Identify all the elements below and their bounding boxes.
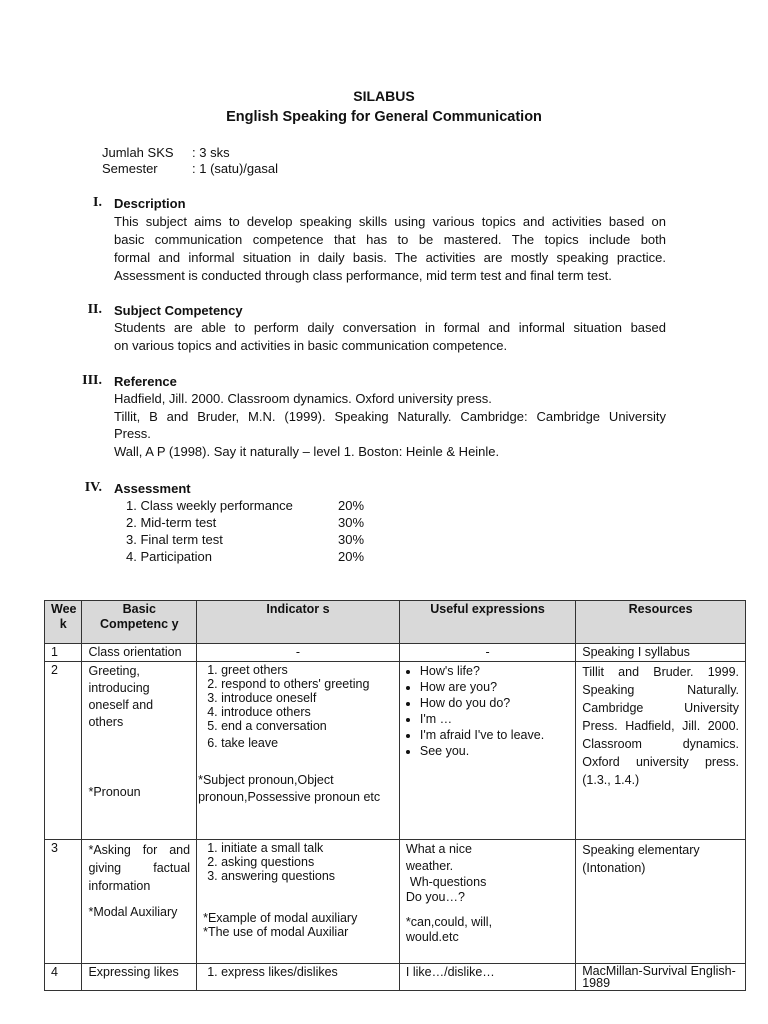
indicator-item: 2. asking questions — [221, 855, 393, 869]
cell-useful-expressions — [399, 840, 575, 964]
indicator-item: 4. introduce others — [221, 705, 393, 719]
section-heading-assessment: Assessment — [114, 481, 191, 496]
cell-week: 2 — [45, 662, 82, 840]
header-week: Wee k — [45, 601, 82, 644]
indicator-item: 1. greet others — [221, 663, 393, 677]
reference-list — [114, 390, 666, 460]
assessment-percent: 20% — [338, 549, 365, 564]
section-number-assessment: IV. — [84, 480, 102, 495]
indicator-list — [203, 841, 393, 883]
syllabus-table — [44, 600, 746, 991]
section-heading-description: Description — [114, 196, 186, 211]
assessment-item — [126, 531, 386, 548]
indicator-item: 3. answering questions — [221, 869, 393, 883]
competency-line: on various topics and activities in basic communication competence. — [114, 338, 508, 353]
table-header-row — [45, 601, 746, 644]
assessment-item — [126, 548, 386, 565]
indicator-extra: *The use of modal Auxiliar — [203, 925, 349, 939]
assessment-percent: 30% — [338, 515, 365, 530]
resources-text: Speaking elementary (Intonation) — [582, 843, 700, 875]
assessment-label: 3. Final term test — [126, 532, 223, 547]
cell-resources — [576, 964, 746, 991]
indicator-item: 2. respond to others' greeting — [221, 677, 393, 691]
cell-resources — [576, 840, 746, 964]
sks-label: Jumlah SKS — [102, 145, 174, 160]
cell-week: 3 — [45, 840, 82, 964]
cell-basic-competency — [82, 840, 197, 964]
competency-paragraph — [114, 319, 666, 355]
expression-item: • See you. — [420, 743, 569, 759]
indicator-item: 5. end a conversation — [221, 719, 393, 733]
reference-item: Tillit, B and Bruder, M.N. (1999). Speaking Naturally. Cambridge: Cambridge University — [114, 408, 666, 424]
cell-resources — [576, 662, 746, 840]
indicator-extra: *Subject pronoun,Object pronoun,Possessive pronoun etc — [198, 773, 381, 804]
cell-basic-competency — [82, 662, 197, 840]
indicator-item: 3. introduce oneself — [221, 691, 393, 705]
description-line: formal and informal situation in daily basis. The activities are mostly speaking practice. — [114, 250, 666, 265]
description-paragraph — [114, 213, 666, 285]
expression-item: • How do you do? — [420, 695, 569, 711]
table-row — [45, 662, 746, 840]
assessment-label: 2. Mid-term test — [126, 515, 217, 530]
table-row — [45, 840, 746, 964]
cell-week: 4 — [45, 964, 82, 991]
assessment-label: 4. Participation — [126, 549, 212, 564]
semester-label: Semester — [102, 161, 158, 176]
expression-text: Wh-questions — [409, 875, 487, 889]
indicator-item: 1. initiate a small talk — [221, 841, 393, 855]
assessment-percent: 20% — [338, 498, 365, 513]
expression-item: • How are you? — [420, 679, 569, 695]
resources-text: Tillit and Bruder. 1999. Speaking Naturally. Cambridge University Press. Hadfield, Jill. 2000. Classroom dynamics. Oxford university press. (1.3., 1.4.) — [582, 665, 739, 787]
assessment-item — [126, 497, 386, 514]
section-number-reference: III. — [82, 373, 102, 388]
assessment-percent: 30% — [338, 532, 365, 547]
indicator-list — [203, 663, 393, 750]
description-line: basic communication competence that has to be mastered. The topics include both — [114, 232, 666, 247]
section-heading-competency: Subject Competency — [114, 303, 243, 318]
reference-item: Press. — [114, 426, 151, 441]
reference-item: Hadfield, Jill. 2000. Classroom dynamics. Oxford university press. — [114, 391, 492, 406]
basic-competency-text: Greeting, introducing oneself and others — [88, 664, 154, 729]
assessment-item — [126, 514, 386, 531]
document-title: SILABUS — [353, 88, 415, 104]
section-number-competency: II. — [87, 302, 102, 317]
indicator-list — [203, 965, 393, 979]
sks-value: : 3 sks — [192, 145, 230, 160]
document-subtitle: English Speaking for General Communication — [226, 109, 542, 125]
table-row — [45, 644, 746, 662]
description-line: This subject aims to develop speaking skills using various topics and activities based on — [114, 214, 666, 229]
cell-indicators: - — [197, 644, 400, 662]
header-basic-competency: Basic Competenc y — [82, 601, 197, 644]
header-useful-expressions: Useful expressions — [399, 601, 575, 644]
table-row — [45, 964, 746, 991]
cell-indicators — [197, 964, 400, 991]
expression-item: • I'm … — [420, 711, 569, 727]
expression-list — [406, 663, 569, 759]
cell-basic-competency: Class orientation — [82, 644, 197, 662]
cell-useful-expressions: I like…/dislike… — [399, 964, 575, 991]
resources-text: MacMillan-Survival English-1989 — [582, 964, 736, 990]
expression-text: *can,could, will, would.etc — [405, 915, 493, 944]
cell-week: 1 — [45, 644, 82, 662]
indicator-extra: *Example of modal auxiliary — [203, 911, 358, 925]
assessment-list — [126, 497, 386, 565]
expression-item: • How's life? — [420, 663, 569, 679]
basic-competency-extra: *Pronoun — [88, 785, 141, 799]
cell-useful-expressions — [399, 662, 575, 840]
header-indicators: Indicator s — [197, 601, 400, 644]
cell-resources: Speaking I syllabus — [576, 644, 746, 662]
indicator-item: 6. take leave — [221, 736, 393, 750]
reference-item: Wall, A P (1998). Say it naturally – level 1. Boston: Heinle & Heinle. — [114, 443, 500, 459]
expression-text: Do you…? — [405, 890, 465, 904]
competency-line: Students are able to perform daily conversation in formal and informal situation based — [114, 320, 666, 335]
indicator-item: 1. express likes/dislikes — [221, 965, 393, 979]
basic-competency-text: *Asking for and giving factual information — [88, 843, 191, 893]
expression-item: • I'm afraid I've to leave. — [420, 727, 569, 743]
basic-competency-extra: *Modal Auxiliary — [88, 905, 178, 919]
cell-useful-expressions: - — [399, 644, 575, 662]
cell-basic-competency: Expressing likes — [82, 964, 197, 991]
expression-text: What a nice weather. — [405, 842, 472, 873]
semester-value: : 1 (satu)/gasal — [192, 161, 278, 176]
cell-indicators — [197, 840, 400, 964]
header-resources: Resources — [576, 601, 746, 644]
description-line: Assessment is conducted through class performance, mid term test and final term test. — [114, 268, 612, 283]
section-number-description: I. — [93, 195, 102, 210]
assessment-label: 1. Class weekly performance — [126, 498, 293, 513]
cell-indicators — [197, 662, 400, 840]
section-heading-reference: Reference — [114, 374, 177, 389]
